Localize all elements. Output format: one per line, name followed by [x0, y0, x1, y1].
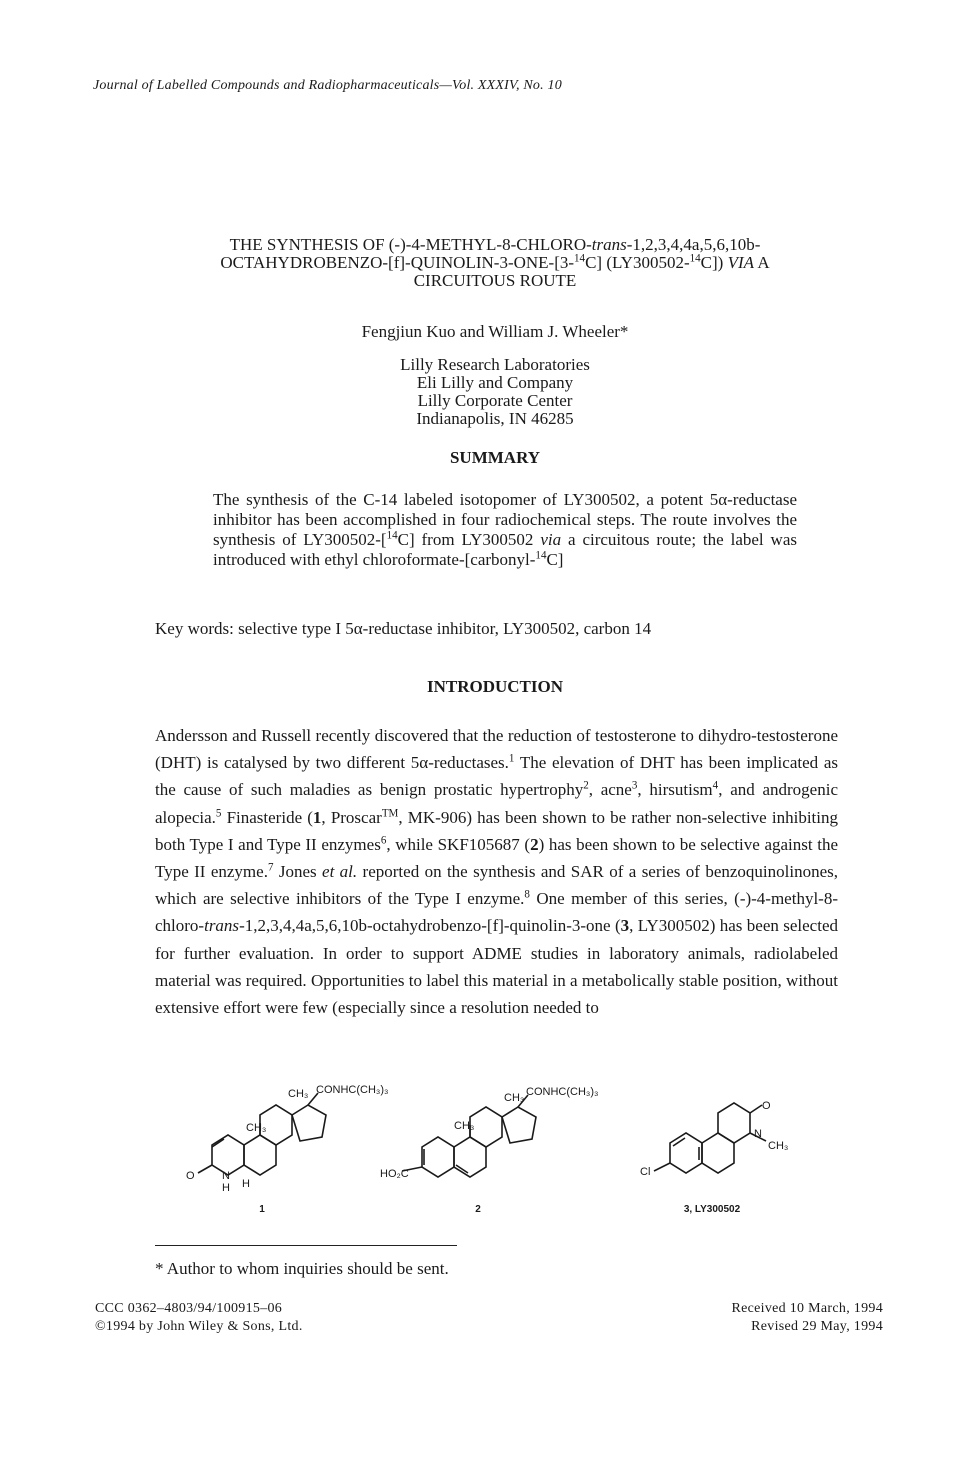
affiliation: [150, 356, 840, 428]
received-date: Received 10 March, 1994: [731, 1301, 883, 1316]
received-dates: [600, 1300, 883, 1336]
summary-heading: SUMMARY: [449, 448, 541, 467]
authors: Fengjiun Kuo and William J. Wheeler*: [361, 322, 629, 341]
structure-1-h-n: H: [222, 1182, 230, 1194]
affiliation-line: Indianapolis, IN 46285: [416, 409, 574, 428]
introduction-text: Andersson and Russell recently discovered that the reduction of testosterone to dihydro-testosterone (DHT) is catalysed by two different 5α-reductases.$^1$ The elevation of DHT has been implicated as the cause of such maladies as benign prostatic hypertrophy$^2$, acne$^3$, hirsutism$^4$, and androgenic alopecia.$^5$ Finasteride (1, Proscar™, MK-906) has been shown to be rather non-selective inhibiting both Type I and Type II enzymes$^6$, while SKF105687 (2) has been shown to be selective against the Type II enzyme.$^7$ Jones et al. reported on the synthesis and SAR of a series of benzoquinolinones, which are selective inhibitors of the Type I enzyme.$^8$ One member of this series, (-)-4-methyl-8-chloro-trans-1,2,3,4,4a,5,6,10b-octahydrobenzo-[f]-quinolin-3-one (3, LY300502) has been selected for further evaluation. In order to support ADME studies in laboratory animals, radiolabeled material was required. Opportunities to label this material in a metabolically stable position, without extensive effort were few (especially since a resolution needed to: [155, 726, 839, 1018]
structure-3-oxygen: O: [762, 1100, 771, 1112]
structure-2-acid: HO₂C: [380, 1168, 409, 1180]
structure-1-ch3-top: CH₃: [288, 1088, 309, 1100]
structure-2-ch3-mid: CH₃: [454, 1120, 475, 1132]
structure-1-drawing: [198, 1093, 326, 1175]
structure-1-substituent: CONHC(CH₃)₃: [316, 1084, 389, 1096]
copyright-line: ©1994 by John Wiley & Sons, Ltd.: [95, 1319, 303, 1334]
affiliation-line: Lilly Research Laboratories: [400, 355, 590, 374]
structure-3-drawing: [654, 1103, 766, 1173]
structure-1-nitrogen: N: [222, 1170, 230, 1182]
structure-2-ch3-top: CH₃: [504, 1092, 525, 1104]
paper-title: THE SYNTHESIS OF (-)-4-METHYL-8-CHLORO-trans-1,2,3,4,4a,5,6,10b- OCTAHYDROBENZO-[f]-QUINOLIN-3-ONE-[3-$^{14}$C] (LY300502-$^{14}$C]) VIA A CIRCUITOUS ROUTE: [220, 235, 770, 290]
footnote: * Author to whom inquiries should be sent.: [155, 1259, 449, 1278]
structure-3-chlorine: Cl: [640, 1166, 651, 1178]
footnote-rule: [155, 1245, 457, 1246]
structure-1-ch3-mid: CH₃: [246, 1122, 267, 1134]
structure-1-label: 1: [259, 1204, 265, 1215]
structure-3-label: 3, LY300502: [683, 1204, 741, 1215]
revised-date: Revised 29 May, 1994: [751, 1319, 883, 1334]
structure-2-label: 2: [475, 1204, 481, 1215]
structure-2-substituent: CONHC(CH₃)₃: [526, 1086, 599, 1098]
chemical-structures: [150, 1075, 830, 1225]
copyright-block: [95, 1300, 303, 1336]
structure-1-h-ring: H: [242, 1178, 250, 1190]
structure-3-ch3: CH₃: [768, 1140, 789, 1152]
structure-3-nitrogen: N: [754, 1128, 762, 1140]
running-header: Journal of Labelled Compounds and Radiopharmaceuticals—Vol. XXXIV, No. 10: [93, 78, 562, 93]
affiliation-line: Eli Lilly and Company: [416, 373, 574, 392]
summary-text: The synthesis of the C-14 labeled isotopomer of LY300502, a potent 5α-reductase inhibitor has been accomplished in four radiochemical steps. The route involves the synthesis of LY300502-[$^{14}$C] from LY300502 via a circuitous route; the label was introduced with ethyl chloroformate-[carbonyl-$^{14}$C]: [213, 490, 797, 569]
structure-1-oxygen: O: [186, 1170, 195, 1182]
ccc-code: CCC 0362–4803/94/100915–06: [95, 1301, 283, 1316]
structure-2-drawing: [402, 1095, 536, 1177]
keywords: Key words: selective type I 5α-reductase inhibitor, LY300502, carbon 14: [155, 619, 652, 638]
introduction-heading: INTRODUCTION: [426, 677, 564, 696]
affiliation-line: Lilly Corporate Center: [417, 391, 573, 410]
